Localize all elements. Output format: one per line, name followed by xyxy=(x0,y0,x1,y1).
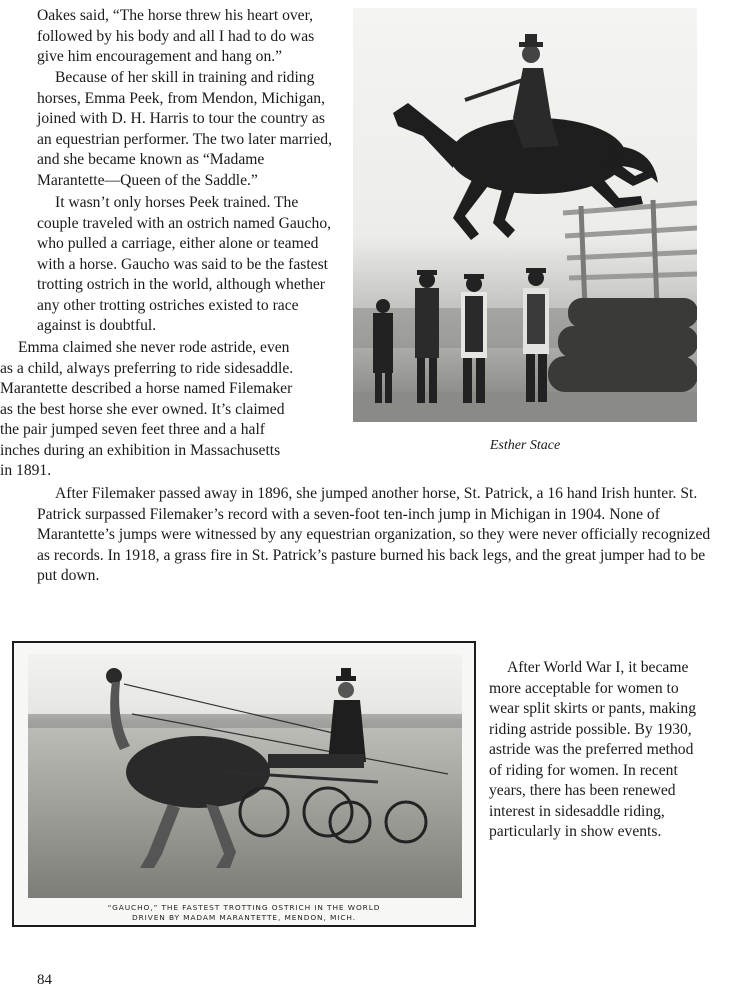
paragraph-emma-peek: Because of her skill in training and riding horses, Emma Peek, from Mendon, Michigan, joined with D. H. Harris to tour the country as an equestrian performer. The two later married, and she became known as “Madame Marantette—Queen of the Saddle.” xyxy=(37,69,333,189)
paragraph-oakes-quote: Oakes said, “The horse threw his heart over, followed by his body and all I had to do was give him encouragement and hang on.” xyxy=(37,7,315,65)
horse-jump-illustration xyxy=(353,8,697,422)
postcard-caption-line2: DRIVEN BY MADAM MARANTETTE, MENDON, MICH. xyxy=(132,913,356,922)
paragraph-world-war-one: After World War I, it became more acceptable for women to wear split skirts or pants, making riding astride possible. By 1930, astride was the preferred method of riding for women. In recent years, there has been renewed interest in sidesaddle riding, particularly in show events. xyxy=(489,659,697,840)
ostrich-postcard xyxy=(12,641,476,927)
paragraph-st-patrick: After Filemaker passed away in 1896, she jumped another horse, St. Patrick, a 16 hand Irish hunter. St. Patrick surpassed Filemaker’s record with a seven-foot ten-inch jump in Michigan in 1904. None of Marantette’s jumps were witnessed by any equestrian organization, so they were never officially recognized as records. In 1918, a grass fire in St. Patrick’s pasture burned his back legs, and the great jumper had to be put down. xyxy=(37,485,711,584)
page-number: 84 xyxy=(37,972,52,988)
postcard-caption-line1: “GAUCHO,” THE FASTEST TROTTING OSTRICH IN THE WORLD xyxy=(107,903,381,912)
photo-caption: Esther Stace xyxy=(489,438,561,453)
ostrich-carriage-illustration xyxy=(28,654,462,898)
paragraph-gaucho: It wasn’t only horses Peek trained. The couple traveled with an ostrich named Gaucho, who pulled a carriage, either alone or teamed with a horse. Gaucho was said to be the fastest trotting ostrich in the world, although whether any other trotting ostriches existed to race against is doubtful. xyxy=(37,194,332,334)
horse-jump-photo xyxy=(353,8,697,422)
paragraph-filemaker: Emma claimed she never rode astride, even as a child, always preferring to ride sidesaddle. Marantette described a horse named Filemaker as the best horse she ever owned. It’s claimed the pair jumped seven feet three and a half inches during an exhibition in Massachusetts in 1891. xyxy=(0,339,294,479)
ostrich-carriage-photo xyxy=(28,654,462,898)
